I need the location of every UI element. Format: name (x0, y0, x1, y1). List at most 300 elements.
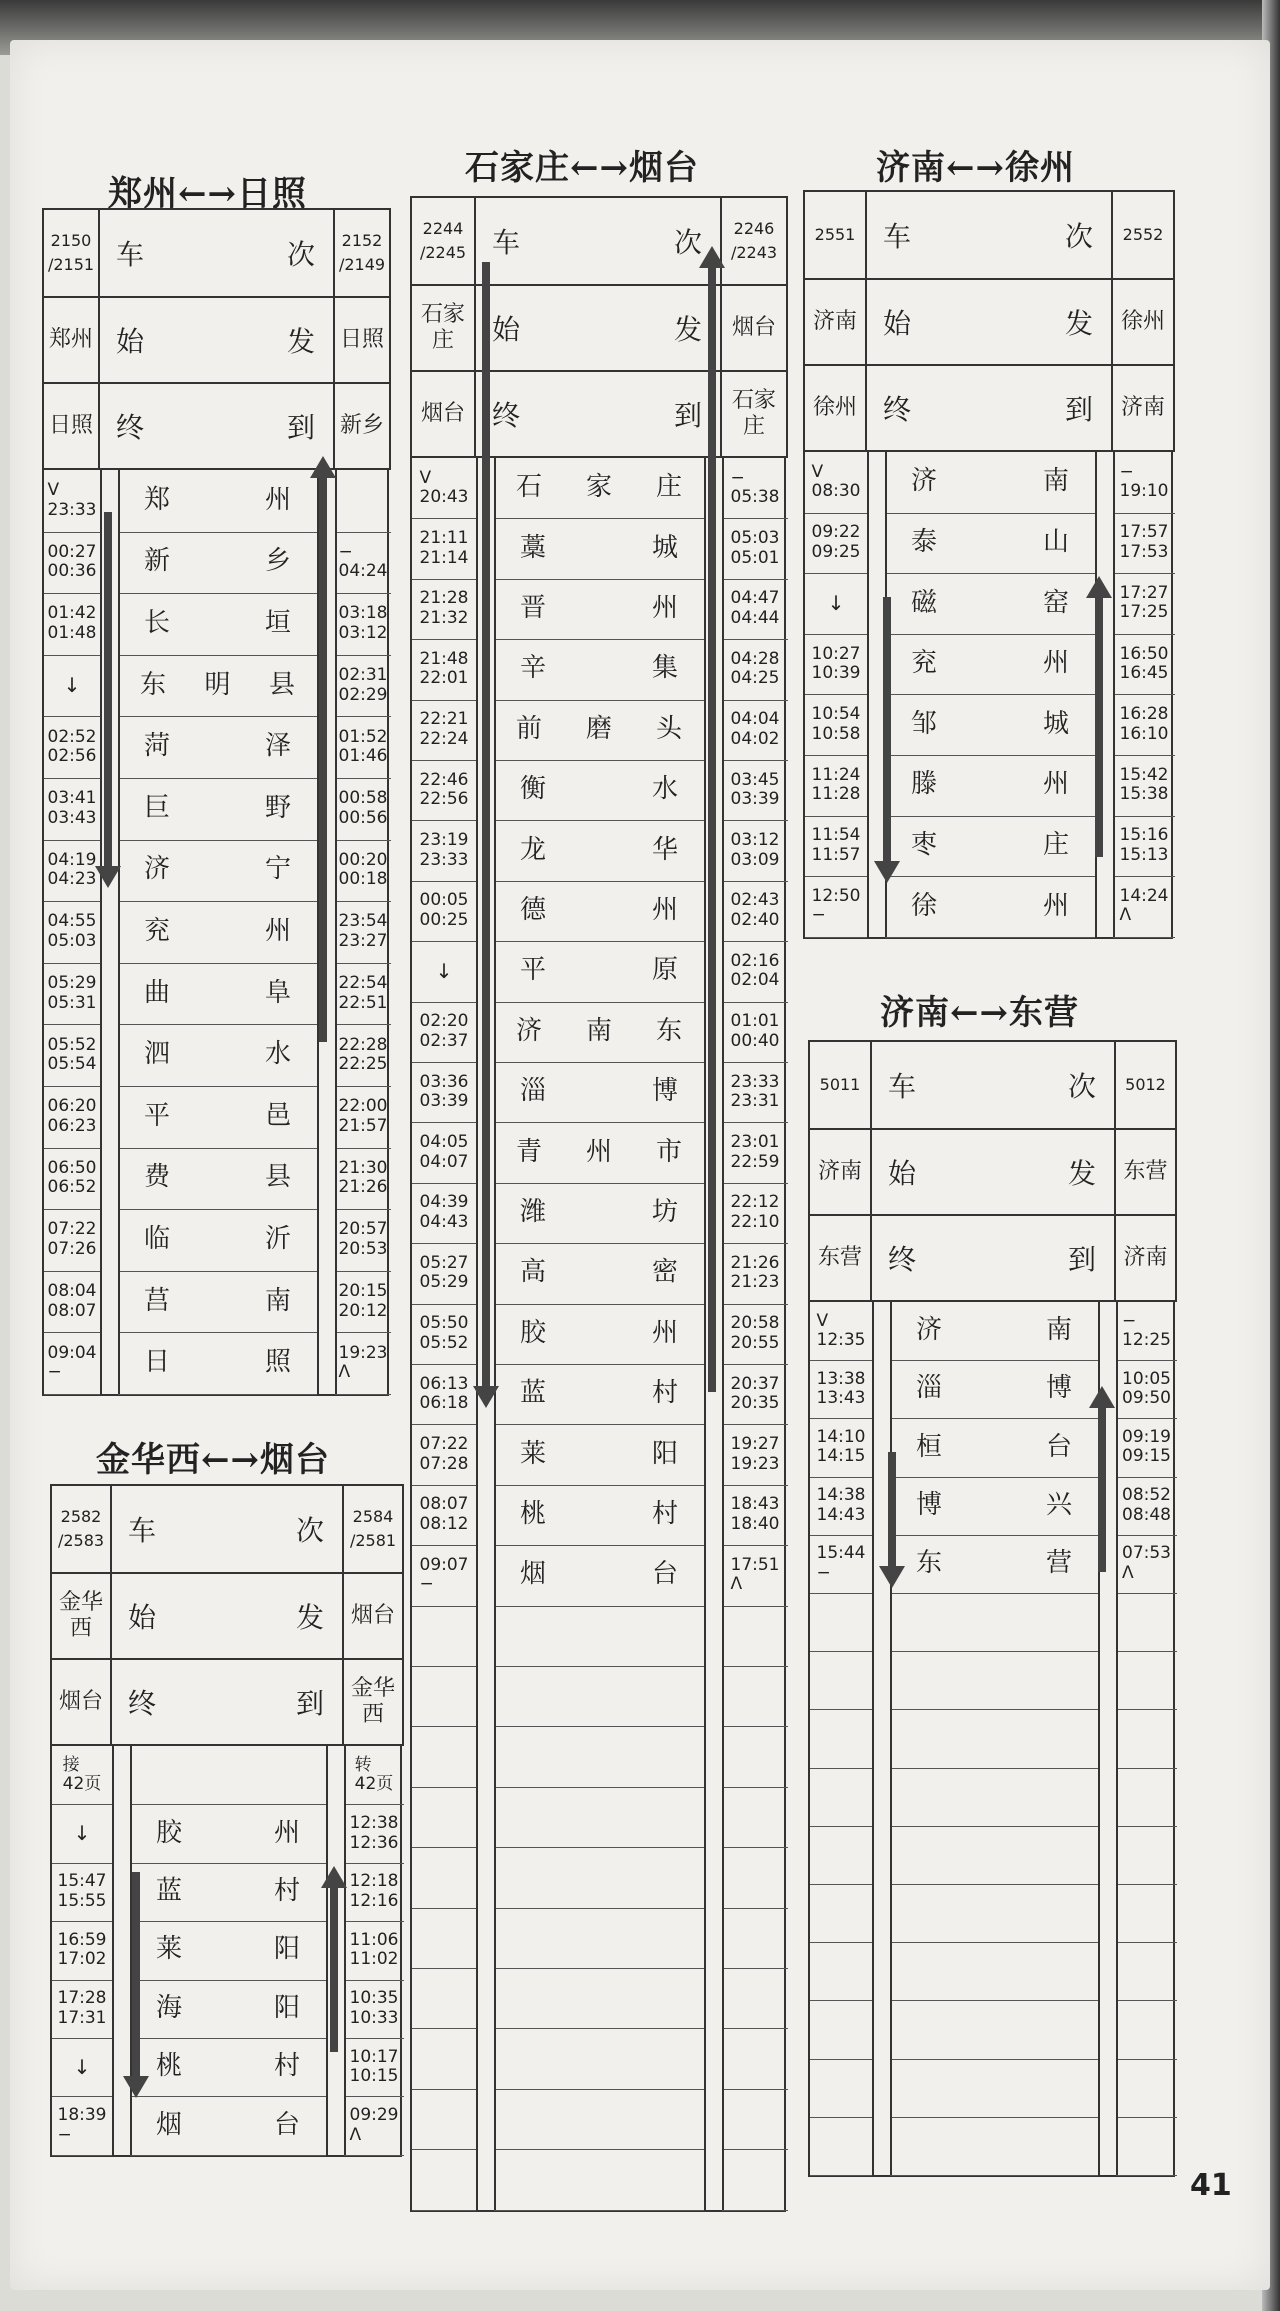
station-char: 州 (264, 916, 291, 947)
label-left: 车 (883, 220, 912, 253)
start-station-row (51, 1573, 403, 1659)
stations-column (130, 1746, 326, 2155)
label-left: 终 (492, 399, 521, 432)
timetable-jinan-xuzhou (803, 190, 1173, 939)
station-char: 台 (273, 2109, 300, 2140)
return-time (1116, 2000, 1177, 2059)
departure-time (810, 1942, 872, 2001)
station-char: 村 (273, 2051, 300, 2082)
left-value: 东营 (809, 1215, 871, 1301)
return-time: 22:54 22:51 (335, 963, 391, 1026)
return-time: 19:27 19:23 (722, 1424, 788, 1485)
label-right: 到 (673, 399, 702, 432)
label-right: 次 (1067, 1070, 1096, 1103)
station-name (494, 1122, 704, 1183)
station-name (494, 1908, 704, 1969)
station-name (890, 1535, 1098, 1594)
end-station-row (411, 371, 787, 457)
timetable-body (808, 1302, 1175, 2177)
return-time (722, 1666, 788, 1727)
return-time: 23:54 23:27 (335, 901, 391, 964)
departure-time (412, 1666, 476, 1727)
station-char: 巨 (144, 792, 171, 823)
station-char: 高 (520, 1257, 547, 1288)
return-time: 03:12 03:09 (722, 820, 788, 881)
return-time: 20:15 20:12 (335, 1271, 391, 1334)
return-time: 12:18 12:16 (344, 1863, 404, 1922)
label-left: 终 (116, 411, 145, 444)
station-name (494, 1364, 704, 1425)
station-char: 兴 (1045, 1489, 1072, 1520)
station-name (118, 1209, 317, 1272)
divider (1113, 452, 1115, 937)
station-name (494, 579, 704, 640)
station-char: 淄 (520, 1076, 547, 1107)
station-name (494, 639, 704, 700)
divider (494, 458, 496, 2210)
station-char: 水 (651, 774, 678, 805)
station-name (885, 573, 1095, 635)
station-char: 山 (1042, 526, 1069, 557)
right-value: 烟台 (343, 1573, 403, 1659)
station-name (118, 593, 317, 656)
header-table (410, 196, 788, 458)
station-name (494, 1666, 704, 1727)
station-char: 磁 (911, 587, 938, 618)
departure-time: 06:13 06:18 (412, 1364, 476, 1425)
stations-column (890, 1302, 1098, 2175)
left-value: 济南 (809, 1129, 871, 1215)
train-number-row (43, 209, 390, 297)
station-char: 桃 (520, 1499, 547, 1530)
station-name (118, 655, 317, 718)
departure-time: 06:20 06:23 (44, 1086, 100, 1149)
direction-arrow-down (482, 262, 490, 1392)
departure-time (810, 1651, 872, 1710)
station-char: 蓝 (520, 1378, 547, 1409)
return-time: 01:52 01:46 (335, 716, 391, 779)
return-time: 10:05 09:50 (1116, 1360, 1177, 1419)
direction-arrow-up (319, 472, 327, 1042)
label-left: 终 (888, 1243, 917, 1276)
return-time (722, 1847, 788, 1908)
station-char: 泰 (911, 526, 938, 557)
start-station-row (411, 285, 787, 371)
label-right: 到 (286, 411, 315, 444)
row-label (871, 1129, 1115, 1215)
return-time: 00:20 00:18 (335, 840, 391, 903)
divider (1116, 1302, 1118, 2175)
station-char: 泗 (144, 1039, 171, 1070)
station-char: 潍 (520, 1197, 547, 1228)
departure-time: 09:22 09:25 (805, 513, 867, 575)
timetable-jinan-dongying (808, 1040, 1175, 2177)
row-label (111, 1573, 343, 1659)
return-time (1116, 1826, 1177, 1885)
station-char: 村 (651, 1499, 678, 1530)
divider (867, 452, 869, 937)
left-value: 2582 /2583 (51, 1485, 111, 1573)
return-time: 08:52 08:48 (1116, 1477, 1177, 1536)
title-jinhuaxi-yantai: 金华西←→烟台 (96, 1440, 330, 1480)
label-right: 到 (1067, 1243, 1096, 1276)
departure-time: 00:27 00:36 (44, 532, 100, 595)
departure-time (810, 1709, 872, 1768)
divider (704, 458, 706, 2210)
departure-time: 03:41 03:43 (44, 778, 100, 841)
station-char: 野 (264, 792, 291, 823)
return-time: 21:30 21:26 (335, 1148, 391, 1211)
row-label (871, 1041, 1115, 1129)
station-char: 胶 (156, 1817, 183, 1848)
stations-column (118, 470, 317, 1394)
return-time: 04:04 04:02 (722, 700, 788, 761)
stations-column (885, 452, 1095, 937)
right-times-column (722, 458, 788, 2210)
end-station-row (51, 1659, 403, 1745)
station-char: 东 (655, 1015, 682, 1046)
station-name (118, 963, 317, 1026)
return-time: 20:58 20:55 (722, 1304, 788, 1365)
return-time: 09:29 Λ (344, 2096, 404, 2155)
station-char: 长 (144, 608, 171, 639)
left-value: 2551 (804, 191, 866, 279)
label-left: 终 (883, 393, 912, 426)
left-times-column (412, 458, 476, 2210)
departure-time: V 20:43 (412, 458, 476, 519)
departure-time: 接 42页 (52, 1746, 112, 1805)
station-char: 桓 (916, 1431, 943, 1462)
return-time: 02:43 02:40 (722, 881, 788, 942)
station-char: 衡 (520, 774, 547, 805)
return-time: 05:03 05:01 (722, 518, 788, 579)
station-name (118, 901, 317, 964)
return-time (1116, 1942, 1177, 2001)
station-name (494, 1847, 704, 1908)
station-name (494, 458, 704, 519)
station-name (494, 760, 704, 821)
return-time: 04:28 04:25 (722, 639, 788, 700)
departure-time: ↓ (52, 2038, 112, 2097)
return-time: 20:57 20:53 (335, 1209, 391, 1272)
label-left: 始 (128, 1601, 157, 1634)
station-char: 晋 (520, 593, 547, 624)
station-char: 庄 (655, 472, 682, 503)
station-char: 州 (651, 1317, 678, 1348)
direction-arrow-up (1098, 1402, 1106, 1572)
station-char: 菏 (144, 731, 171, 762)
station-char: 阳 (273, 1992, 300, 2023)
divider (344, 1746, 346, 2155)
label-left: 始 (116, 325, 145, 358)
divider (872, 1302, 874, 2175)
left-times-column (52, 1746, 112, 2155)
left-times-column (810, 1302, 872, 2175)
station-name (494, 881, 704, 942)
right-value: 石家 庄 (721, 371, 787, 457)
departure-time (412, 2149, 476, 2210)
header-table (42, 208, 391, 470)
departure-time: V 12:35 (810, 1302, 872, 1361)
divider (335, 470, 337, 1394)
departure-time (810, 2117, 872, 2176)
return-time: 11:06 11:02 (344, 1921, 404, 1980)
station-char: 日 (144, 1347, 171, 1378)
label-right: 发 (1067, 1157, 1096, 1190)
departure-time: 14:10 14:15 (810, 1418, 872, 1477)
station-char: 家 (585, 472, 612, 503)
station-char: 莒 (144, 1285, 171, 1316)
title-jinan-xuzhou: 济南←→徐州 (876, 148, 1075, 188)
station-char: 滕 (911, 769, 938, 800)
right-times-column (1116, 1302, 1177, 2175)
station-char: 州 (651, 895, 678, 926)
station-name (890, 1709, 1098, 1768)
timetable-zhengzhou-rizhao (42, 208, 389, 1396)
label-left: 始 (883, 307, 912, 340)
row-label (866, 279, 1112, 365)
station-char: 博 (651, 1076, 678, 1107)
return-time: 15:16 15:13 (1113, 816, 1175, 878)
label-right: 发 (673, 313, 702, 346)
start-station-row (804, 279, 1174, 365)
station-char: 州 (585, 1136, 612, 1167)
station-char: 州 (1042, 769, 1069, 800)
return-time (722, 1908, 788, 1969)
station-name (890, 1477, 1098, 1536)
station-char: 邑 (264, 1100, 291, 1131)
departure-time: 08:04 08:07 (44, 1271, 100, 1334)
station-name (890, 1768, 1098, 1827)
station-name (885, 876, 1095, 938)
departure-time: 23:19 23:33 (412, 820, 476, 881)
right-value: 日照 (334, 297, 390, 383)
label-left: 始 (492, 313, 521, 346)
return-time: 07:53 Λ (1116, 1535, 1177, 1594)
departure-time: 18:39 − (52, 2096, 112, 2155)
return-time (1116, 1709, 1177, 1768)
return-time: 23:33 23:31 (722, 1062, 788, 1123)
station-char: 济 (144, 854, 171, 885)
train-number-row (804, 191, 1174, 279)
departure-time: ↓ (52, 1804, 112, 1863)
divider (100, 470, 102, 1394)
station-char: 村 (651, 1378, 678, 1409)
train-number-row (51, 1485, 403, 1573)
station-char: 密 (651, 1257, 678, 1288)
departure-time (810, 1768, 872, 1827)
timetable-body (803, 452, 1173, 939)
return-time: − 05:38 (722, 458, 788, 519)
station-char: 辛 (520, 653, 547, 684)
row-label (866, 191, 1112, 279)
station-name (118, 1024, 317, 1087)
station-name (494, 700, 704, 761)
end-station-row (809, 1215, 1176, 1301)
train-number-row (411, 197, 787, 285)
station-char: 前 (516, 713, 543, 744)
row-label (99, 297, 334, 383)
departure-time (412, 2089, 476, 2150)
station-name (890, 1826, 1098, 1885)
label-right: 到 (295, 1687, 324, 1720)
return-time: 04:47 04:44 (722, 579, 788, 640)
left-value: 徐州 (804, 365, 866, 451)
station-char: 州 (273, 1817, 300, 1848)
station-name (890, 1593, 1098, 1652)
header-table (808, 1040, 1177, 1302)
station-char: 石 (516, 472, 543, 503)
station-name (118, 532, 317, 595)
station-name (885, 816, 1095, 878)
station-name (890, 2000, 1098, 2059)
return-time: 00:58 00:56 (335, 778, 391, 841)
station-char: 桃 (156, 2051, 183, 2082)
station-char: 临 (144, 1224, 171, 1255)
station-name (890, 1418, 1098, 1477)
label-left: 车 (128, 1514, 157, 1547)
return-time: − 12:25 (1116, 1302, 1177, 1361)
station-name (130, 2096, 326, 2155)
divider (118, 470, 120, 1394)
station-name (130, 1863, 326, 1922)
departure-time: 02:52 02:56 (44, 716, 100, 779)
station-char: 平 (144, 1100, 171, 1131)
station-name (494, 1243, 704, 1304)
station-char: 泽 (264, 731, 291, 762)
station-name (890, 1884, 1098, 1943)
divider (890, 1302, 892, 2175)
return-time: 03:18 03:12 (335, 593, 391, 656)
departure-time: 12:50 − (805, 876, 867, 938)
station-name (890, 2059, 1098, 2118)
return-time: 22:12 22:10 (722, 1183, 788, 1244)
departure-time: 05:29 05:31 (44, 963, 100, 1026)
station-char: 藁 (520, 532, 547, 563)
departure-time: 05:27 05:29 (412, 1243, 476, 1304)
station-char: 博 (1045, 1373, 1072, 1404)
direction-arrow-down (883, 597, 891, 867)
label-left: 车 (116, 238, 145, 271)
departure-time: 08:07 08:12 (412, 1485, 476, 1546)
station-name (494, 1726, 704, 1787)
right-value: 烟台 (721, 285, 787, 371)
station-char: 城 (651, 532, 678, 563)
station-char: 台 (651, 1559, 678, 1590)
station-name (885, 634, 1095, 696)
station-name (890, 1942, 1098, 2001)
station-name (130, 1804, 326, 1863)
departure-time: 13:38 13:43 (810, 1360, 872, 1419)
label-left: 车 (492, 226, 521, 259)
station-char: 南 (264, 1285, 291, 1316)
departure-time: V 23:33 (44, 470, 100, 533)
station-name (494, 1183, 704, 1244)
station-char: 兖 (144, 916, 171, 947)
station-name (494, 2089, 704, 2150)
station-char: 磨 (585, 713, 612, 744)
row-label (475, 285, 721, 371)
departure-time: 21:48 22:01 (412, 639, 476, 700)
station-name (118, 840, 317, 903)
departure-time: 04:05 04:07 (412, 1122, 476, 1183)
station-char: 沂 (264, 1224, 291, 1255)
departure-time (412, 1908, 476, 1969)
title-shijiazhuang-yantai: 石家庄←→烟台 (465, 148, 699, 188)
station-char: 烟 (156, 2109, 183, 2140)
departure-time: 09:07 − (412, 1545, 476, 1606)
departure-time: 04:55 05:03 (44, 901, 100, 964)
end-station-row (804, 365, 1174, 451)
return-time: − 04:24 (335, 532, 391, 595)
left-value: 日照 (43, 383, 99, 469)
label-left: 车 (888, 1070, 917, 1103)
title-zhengzhou-rizhao: 郑州←→日照 (108, 174, 307, 214)
station-name (494, 1968, 704, 2029)
station-char: 窑 (1042, 587, 1069, 618)
station-char: 原 (651, 955, 678, 986)
right-times-column (1113, 452, 1175, 937)
station-char: 济 (911, 466, 938, 497)
right-value: 金华 西 (343, 1659, 403, 1745)
return-time (335, 470, 391, 533)
direction-arrow-down (104, 512, 112, 872)
station-char: 州 (651, 593, 678, 624)
station-char: 莱 (520, 1438, 547, 1469)
station-char: 兖 (911, 648, 938, 679)
station-name (130, 2038, 326, 2097)
return-time: 17:51 Λ (722, 1545, 788, 1606)
direction-arrow-up (1095, 592, 1103, 857)
label-right: 发 (295, 1601, 324, 1634)
departure-time: 22:46 22:56 (412, 760, 476, 821)
divider (326, 1746, 328, 2155)
station-name (118, 470, 317, 533)
return-time (1116, 1593, 1177, 1652)
station-char: 枣 (911, 829, 938, 860)
station-name (890, 1651, 1098, 1710)
departure-time: 05:52 05:54 (44, 1024, 100, 1087)
page-number: 41 (1190, 2168, 1232, 2203)
station-name (494, 1787, 704, 1848)
departure-time: 21:28 21:32 (412, 579, 476, 640)
departure-time: 14:38 14:43 (810, 1477, 872, 1536)
return-time: 23:01 22:59 (722, 1122, 788, 1183)
end-station-row (43, 383, 390, 469)
left-value: 金华 西 (51, 1573, 111, 1659)
departure-time (412, 2028, 476, 2089)
station-name (885, 452, 1095, 514)
departure-time: 11:24 11:28 (805, 755, 867, 817)
start-station-row (43, 297, 390, 383)
header-table (803, 190, 1175, 452)
station-name (494, 820, 704, 881)
departure-time: 11:54 11:57 (805, 816, 867, 878)
station-name (494, 1424, 704, 1485)
station-name (118, 1148, 317, 1211)
divider (112, 1746, 114, 2155)
return-time (1116, 2117, 1177, 2176)
label-right: 到 (1064, 393, 1093, 426)
return-time: 10:35 10:33 (344, 1980, 404, 2039)
return-time: 09:19 09:15 (1116, 1418, 1177, 1477)
station-char: 徐 (911, 890, 938, 921)
station-char: 邹 (911, 708, 938, 739)
station-char: 济 (516, 1015, 543, 1046)
station-char: 市 (655, 1136, 682, 1167)
return-time: 16:50 16:45 (1113, 634, 1175, 696)
station-name (494, 1485, 704, 1546)
